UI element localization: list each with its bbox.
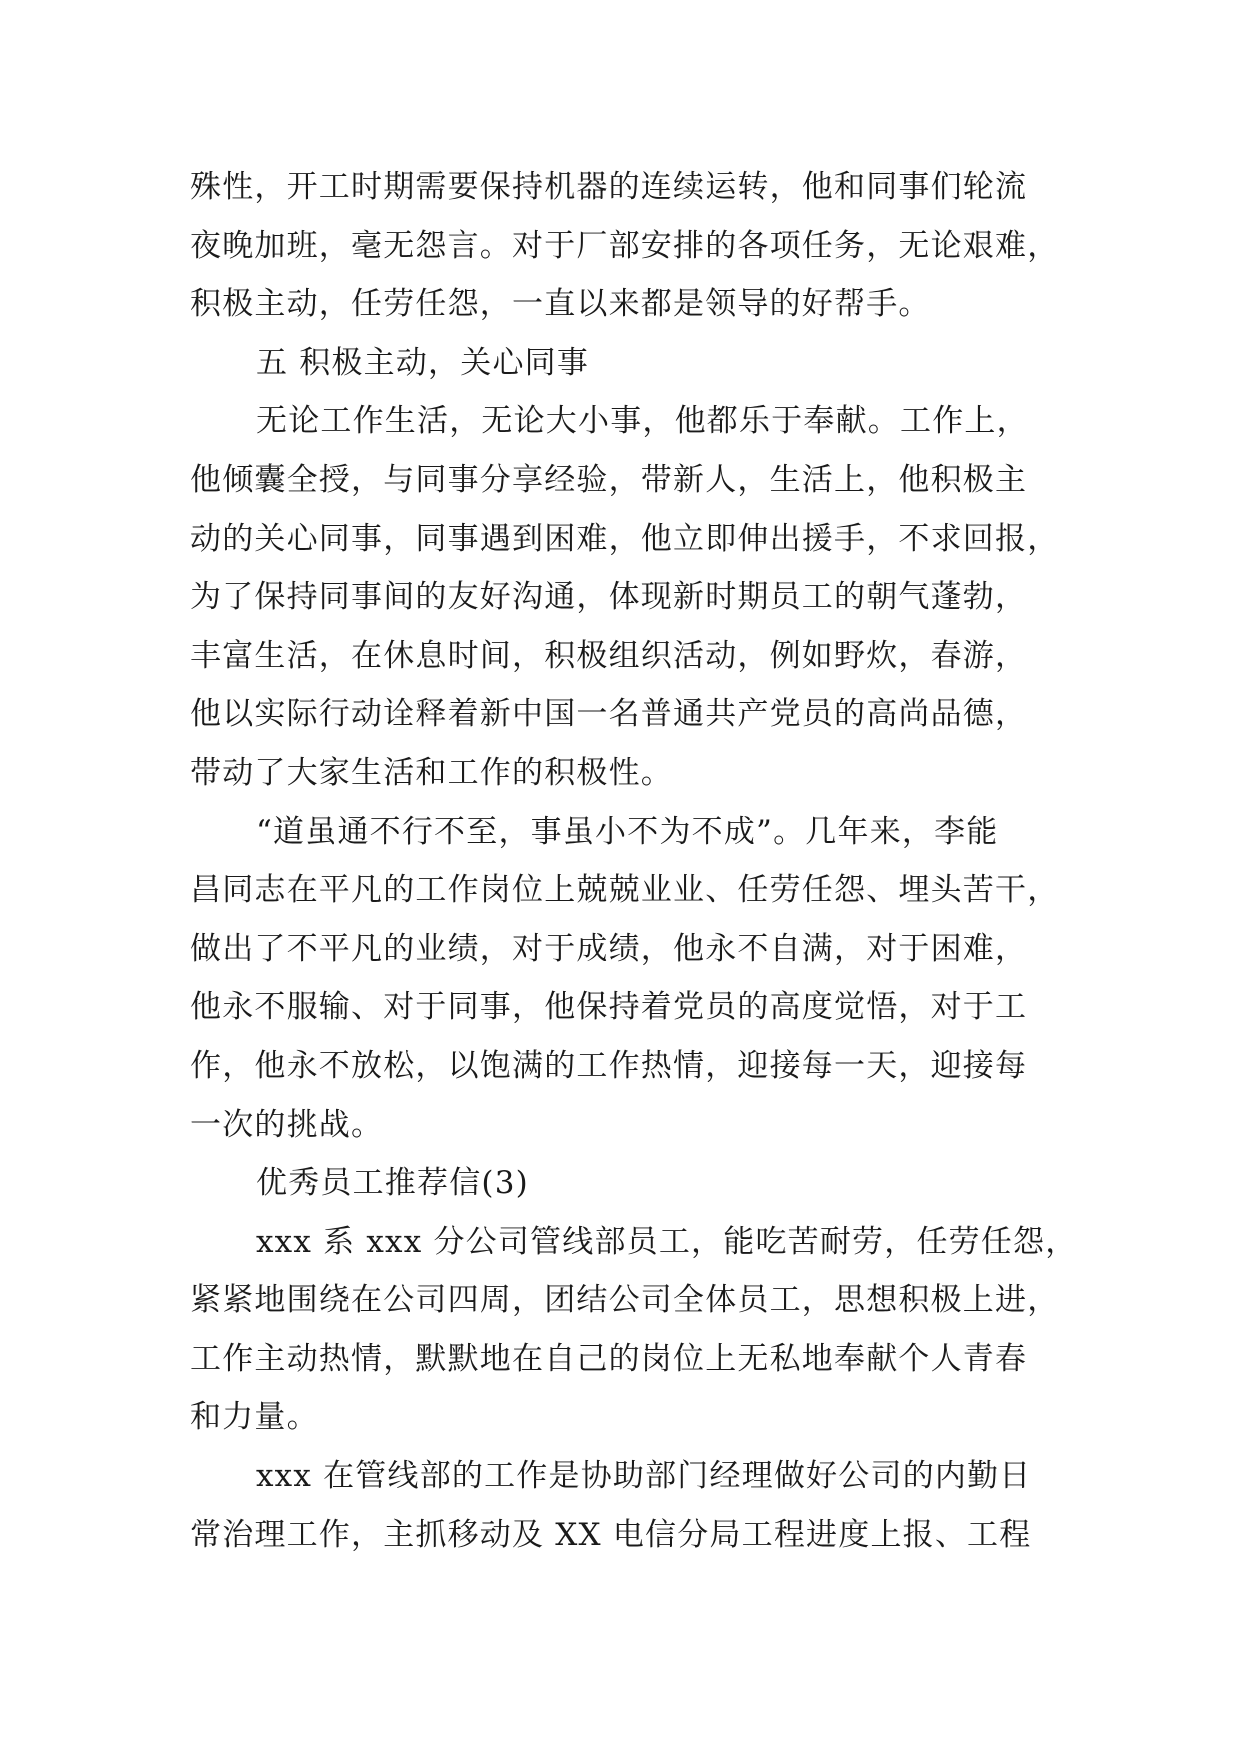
text-line: 常治理工作，主抓移动及 XX 电信分局工程进度上报、工程 (190, 1516, 1032, 1553)
text-line: 一次的挑战。 (190, 1106, 384, 1143)
text-line: 和力量。 (190, 1399, 319, 1436)
text-line: 丰富生活，在休息时间，积极组织活动，例如野炊，春游， (190, 637, 1028, 674)
text-line: 工作主动热情，默默地在自己的岗位上无私地奉献个人青春 (190, 1340, 1028, 1377)
text-line: xxx 系 xxx 分公司管线部员工，能吃苦耐劳，任劳任怨， (256, 1223, 1078, 1260)
text-line: 昌同志在平凡的工作岗位上兢兢业业、任劳任怨、埋头苦干， (190, 872, 1060, 909)
document-body (190, 158, 1078, 1564)
text-line: 作，他永不放松，以饱满的工作热情，迎接每一天，迎接每 (190, 1047, 1028, 1084)
section-heading: 优秀员工推荐信(3) (256, 1165, 529, 1202)
text-line: 做出了不平凡的业绩，对于成绩，他永不自满，对于困难， (190, 930, 1028, 967)
text-line: 动的关心同事，同事遇到困难，他立即伸出援手，不求回报， (190, 520, 1060, 557)
text-line: 带动了大家生活和工作的积极性。 (190, 754, 673, 791)
section-heading: 五 积极主动，关心同事 (256, 344, 590, 381)
text-line: 殊性，开工时期需要保持机器的连续运转，他和同事们轮流 (190, 169, 1028, 205)
text-line: xxx 在管线部的工作是协助部门经理做好公司的内勤日 (256, 1458, 1032, 1495)
text-line: 积极主动，任劳任怨，一直以来都是领导的好帮手。 (190, 286, 931, 323)
text-line: 他以实际行动诠释着新中国一名普通共产党员的高尚品德， (190, 696, 1028, 733)
text-line: “道虽通不行不至，事虽小不为不成”。几年来，李能 (256, 813, 999, 850)
text-line: 紧紧地围绕在公司四周，团结公司全体员工，思想积极上进， (190, 1282, 1060, 1319)
text-line: 夜晚加班，毫无怨言。对于厂部安排的各项任务，无论艰难， (190, 227, 1060, 264)
text-line: 无论工作生活，无论大小事，他都乐于奉献。工作上， (256, 403, 1029, 440)
text-line: 他倾囊全授，与同事分享经验，带新人，生活上，他积极主 (190, 461, 1028, 498)
text-line: 他永不服输、对于同事，他保持着党员的高度觉悟，对于工 (190, 989, 1028, 1026)
text-line: 为了保持同事间的友好沟通，体现新时期员工的朝气蓬勃， (190, 579, 1028, 616)
